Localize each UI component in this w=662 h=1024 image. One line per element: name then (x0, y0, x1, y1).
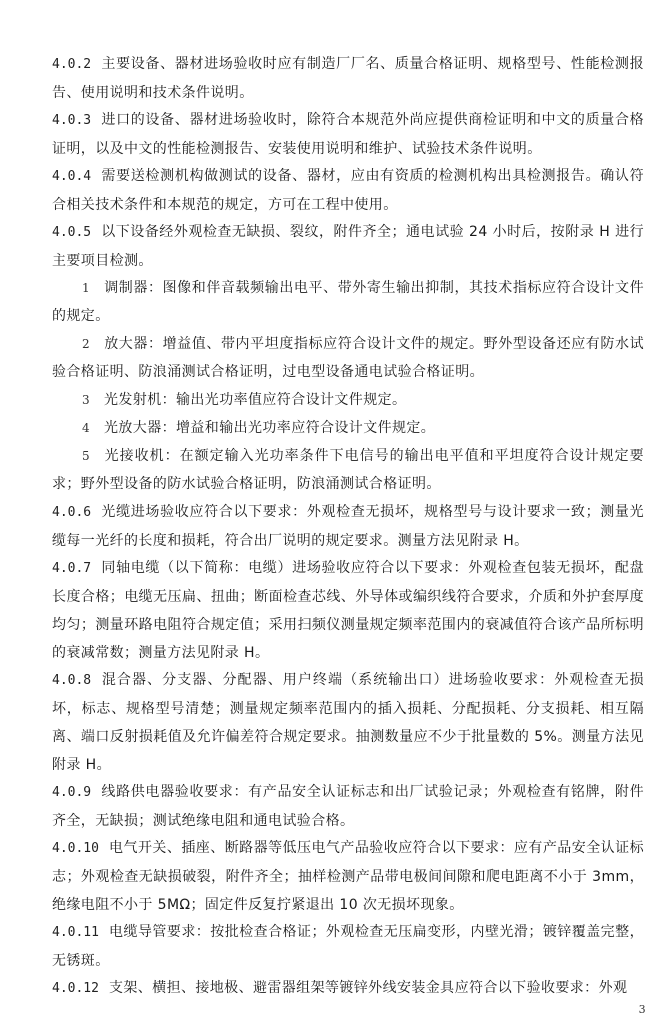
list-item-4 (52, 414, 644, 442)
clause-number: 4.0.4 (52, 169, 92, 184)
clause-text: 以下设备经外观检查无缺损、裂纹，附件齐全；通电试验 24 小时后，按附录 H 进行主要项目检测。 (52, 224, 644, 269)
clause-number: 4.0.2 (52, 57, 92, 72)
page-number: 3 (638, 1003, 646, 1016)
clause-number: 4.0.6 (52, 505, 92, 520)
item-text: 放大器：增益值、带内平坦度指标应符合设计文件的规定。野外型设备还应有防水试验合格证明、防浪涌测试合格证明，过电型设备通电试验合格证明。 (52, 336, 644, 380)
list-item-3 (52, 386, 644, 414)
item-text: 光放大器：增益和输出光功率应符合设计文件规定。 (104, 420, 436, 436)
clause-number: 4.0.5 (52, 225, 92, 240)
item-number: 1 (82, 281, 91, 295)
item-number: 5 (82, 449, 91, 463)
item-text: 光接收机：在额定输入光功率条件下电信号的输出电平值和平坦度符合设计规定要求；野外型设备的防水试验合格证明，防浪涌测试合格证明。 (52, 448, 644, 492)
clause-text: 进口的设备、器材进场验收时，除符合本规范外尚应提供商检证明和中文的质量合格证明，以及中文的性能检测报告、安装使用说明和维护、试验技术条件说明。 (52, 112, 644, 157)
clause-number: 4.0.9 (52, 785, 92, 800)
item-number: 4 (82, 421, 91, 435)
item-text: 光发射机：输出光功率值应符合设计文件规定。 (104, 392, 407, 408)
clause-number: 4.0.7 (52, 561, 92, 576)
item-number: 2 (82, 337, 91, 351)
clause-number: 4.0.3 (52, 113, 92, 128)
clause-4-0-3 (52, 106, 644, 163)
clause-4-0-10 (52, 834, 644, 919)
clause-4-0-9 (52, 778, 644, 835)
clause-text: 混合器、分支器、分配器、用户终端（系统输出口）进场验收要求：外观检查无损坏，标志、规格型号清楚；测量规定频率范围内的插入损耗、分配损耗、分支损耗、相互隔离、端口反射损耗值及允许偏差符合规定要求。抽测数量应不少于批量数的 5%。测量方法见附录 H。 (52, 672, 644, 773)
clause-text: 电气开关、插座、断路器等低压电气产品验收应符合以下要求：应有产品安全认证标志；外观检查无缺损破裂，附件齐全；抽样检测产品带电极间间隙和爬电距离不小于 3mm，绝缘电阻不小于 5MΩ；固定件反复拧紧退出 10 次无损坏现象。 (52, 840, 644, 913)
clause-text: 同轴电缆（以下简称：电缆）进场验收应符合以下要求：外观检查包装无损坏，配盘长度合格；电缆无压扁、扭曲；断面检查芯线、外导体或编织线符合要求，介质和外护套厚度均匀；测量环路电阻符合规定值；采用扫频仪测量规定频率范围内的衰减值符合该产品所标明的衰减常数；测量方法见附录 H。 (52, 560, 644, 661)
clause-number: 4.0.11 (52, 925, 99, 940)
clause-number: 4.0.12 (52, 981, 99, 996)
clause-text: 主要设备、器材进场验收时应有制造厂厂名、质量合格证明、规格型号、性能检测报告、使用说明和技术条件说明。 (52, 56, 644, 101)
clause-4-0-12 (52, 974, 644, 1003)
clause-4-0-7 (52, 554, 644, 667)
clause-number: 4.0.8 (52, 673, 92, 688)
clause-text: 电缆导管要求：按批检查合格证；外观检查无压扁变形，内壁光滑；镀锌覆盖完整，无锈斑。 (52, 924, 644, 969)
clause-text: 需要送检测机构做测试的设备、器材，应由有资质的检测机构出具检测报告。确认符合相关技术条件和本规范的规定，方可在工程中使用。 (52, 168, 644, 213)
clause-4-0-5 (52, 218, 644, 275)
clause-text: 光缆进场验收应符合以下要求：外观检查无损坏，规格型号与设计要求一致；测量光缆每一光纤的长度和损耗，符合出厂说明的规定要求。测量方法见附录 H。 (52, 504, 644, 549)
clause-number: 4.0.10 (52, 841, 99, 856)
clause-text: 支架、横担、接地极、避雷器组架等镀锌外线安装金具应符合以下验收要求：外观 (108, 980, 628, 996)
list-item-2 (52, 330, 644, 386)
clause-text: 线路供电器验收要求：有产品安全认证标志和出厂试验记录；外观检查有铭牌，附件齐全，无缺损；测试绝缘电阻和通电试验合格。 (52, 784, 644, 829)
list-item-5 (52, 442, 644, 498)
clause-4-0-8 (52, 666, 644, 779)
clause-4-0-11 (52, 918, 644, 975)
clause-4-0-4 (52, 162, 644, 219)
clause-4-0-2 (52, 50, 644, 107)
list-item-1 (52, 274, 644, 330)
item-number: 3 (82, 393, 91, 407)
clause-4-0-6 (52, 498, 644, 555)
item-text: 调制器：图像和伴音载频输出电平、带外寄生输出抑制，其技术指标应符合设计文件的规定。 (52, 280, 644, 324)
